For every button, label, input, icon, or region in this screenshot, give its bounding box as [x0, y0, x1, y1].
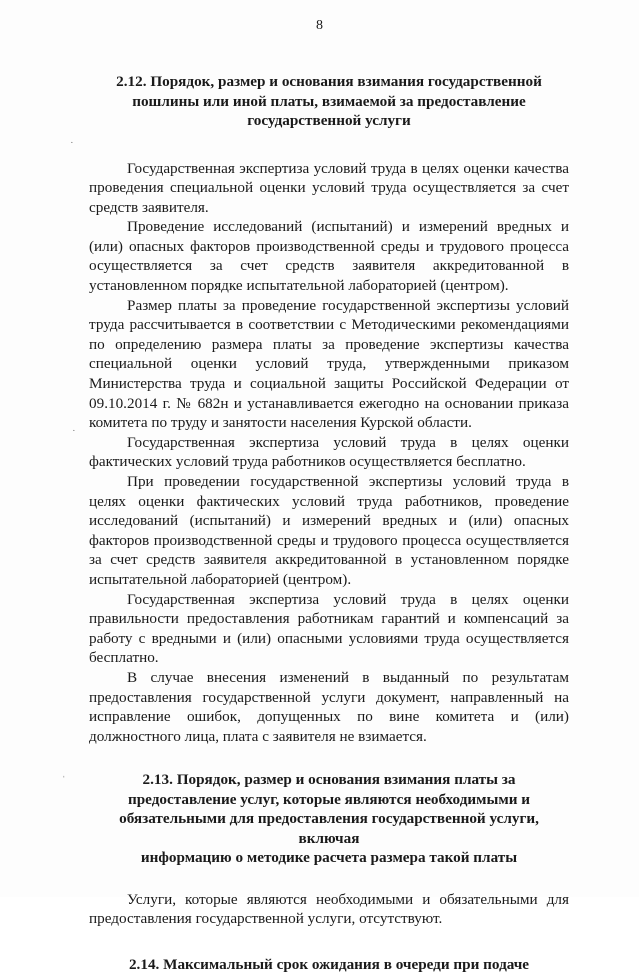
section-heading-2-14: 2.14. Максимальный срок ожидания в очереди при подаче	[128, 956, 530, 973]
paragraph: В случае внесения изменений в выданный по результатам предоставления государственной услуги документ, направленный на исправление ошибок, допущенных по вине комитета и (или) должностного лица, плата с заявителя не взимается.	[89, 668, 569, 745]
scan-mark: ˌ	[62, 766, 66, 778]
paragraph: Размер платы за проведение государственной экспертизы условий труда рассчитывается в соответствии с Методическими рекомендациями по определению размера платы за проведение экспертизы качества специальной оценки условий труда, утвержденными приказом Министерства труда и социальной защиты Российской Федерации от 09.10.2014 г. № 682н и устанавливается ежегодно на основании приказа комитета по труду и занятости населения Курской области.	[89, 296, 569, 432]
paragraph: Государственная экспертиза условий труда в целях оценки качества проведения специальной оценки условий труда осуществляется за счет средств заявителя.	[89, 159, 569, 216]
paragraph: При проведении государственной экспертизы условий труда в целях оценки фактических условий труда работников, проведение исследований (испытаний) и измерений вредных и (или) опасных факторов производственной среды и трудового процесса осуществляется за счет средств заявителя аккредитованной в установленном порядке испытательной лабораторией (центром).	[89, 473, 569, 588]
paragraph: Услуги, которые являются необходимыми и обязательными для предоставления государственной услуги, отсутствуют.	[89, 890, 569, 928]
paragraph: Государственная экспертиза условий труда в целях оценки правильности предоставления работникам гарантий и компенсаций за работу с вредными и (или) опасными условиями труда осуществляется бесплатно.	[89, 590, 569, 667]
section-heading-2-12: 2.12. Порядок, размер и основания взимания государственной пошлины или иной платы, взимаемой за предоставление государственной услуги	[116, 73, 542, 129]
page-number: 8	[316, 18, 323, 33]
section-heading-2-13: 2.13. Порядок, размер и основания взимания платы за предоставление услуг, которые являются необходимыми и обязательными для предоставления государственной услуги, включая информацию о методике расчета размера такой платы	[119, 771, 539, 867]
paragraph: Проведение исследований (испытаний) и измерений вредных и (или) опасных факторов производственной среды и трудового процесса осуществляется за счет средств заявителя аккредитованной в установленном порядке испытательной лабораторией (центром).	[89, 218, 569, 295]
scan-mark: ˙	[70, 140, 74, 152]
scan-mark: ˙	[72, 428, 76, 440]
paragraph: Государственная экспертиза условий труда в целях оценки фактических условий труда работников осуществляется бесплатно.	[89, 433, 569, 471]
document-body	[89, 72, 569, 975]
